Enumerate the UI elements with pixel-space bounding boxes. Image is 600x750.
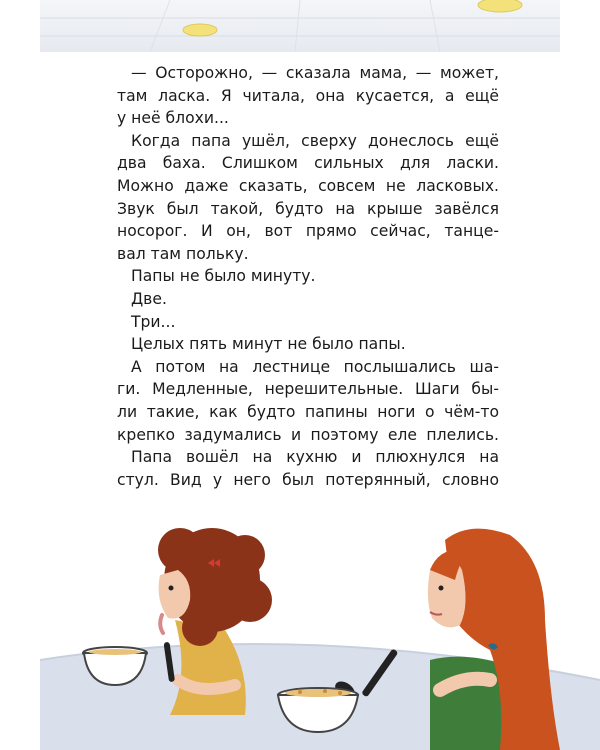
text-line: Можно даже сказать, совсем не ласковых. bbox=[117, 176, 499, 195]
ceiling-lamp-left bbox=[183, 24, 217, 36]
ceiling-illustration bbox=[40, 0, 560, 52]
text-line: крепко задумались и поэтому еле плелись. bbox=[117, 425, 499, 444]
text-line: Звук был такой, будто на крыше завёлся bbox=[117, 199, 499, 218]
text-line: два баха. Слишком сильных для ласки. bbox=[117, 154, 499, 173]
text-line: ли такие, как будто папины ноги о чём-то bbox=[117, 402, 499, 421]
text-line: стул. Вид у него был потерянный, словно bbox=[117, 470, 499, 489]
text-line: Папы не было минуту. bbox=[131, 267, 316, 286]
text-line: там ласка. Я читала, она кусается, а ещё bbox=[117, 86, 499, 105]
story-text bbox=[117, 62, 499, 491]
text-line: у неё блохи... bbox=[117, 109, 229, 128]
text-line: Две. bbox=[131, 289, 167, 308]
text-line: — Осторожно, — сказала мама, — может, bbox=[131, 64, 499, 82]
text-line: Целых пять минут не было папы. bbox=[131, 335, 406, 354]
text-line: А потом на лестнице послышались ша- bbox=[131, 357, 499, 376]
text-line: Папа вошёл на кухню и плюхнулся на bbox=[131, 448, 499, 467]
kitchen-illustration bbox=[0, 500, 600, 750]
ceiling-lamp-right bbox=[478, 0, 522, 12]
text-line: Три... bbox=[131, 312, 176, 331]
text-line: вал там польку. bbox=[117, 244, 249, 263]
text-line: ги. Медленные, нерешительные. Шаги бы- bbox=[117, 380, 499, 399]
text-line: носорог. И он, вот прямо сейчас, танце- bbox=[117, 222, 499, 241]
text-line: Когда папа ушёл, сверху донеслось ещё bbox=[131, 131, 499, 150]
